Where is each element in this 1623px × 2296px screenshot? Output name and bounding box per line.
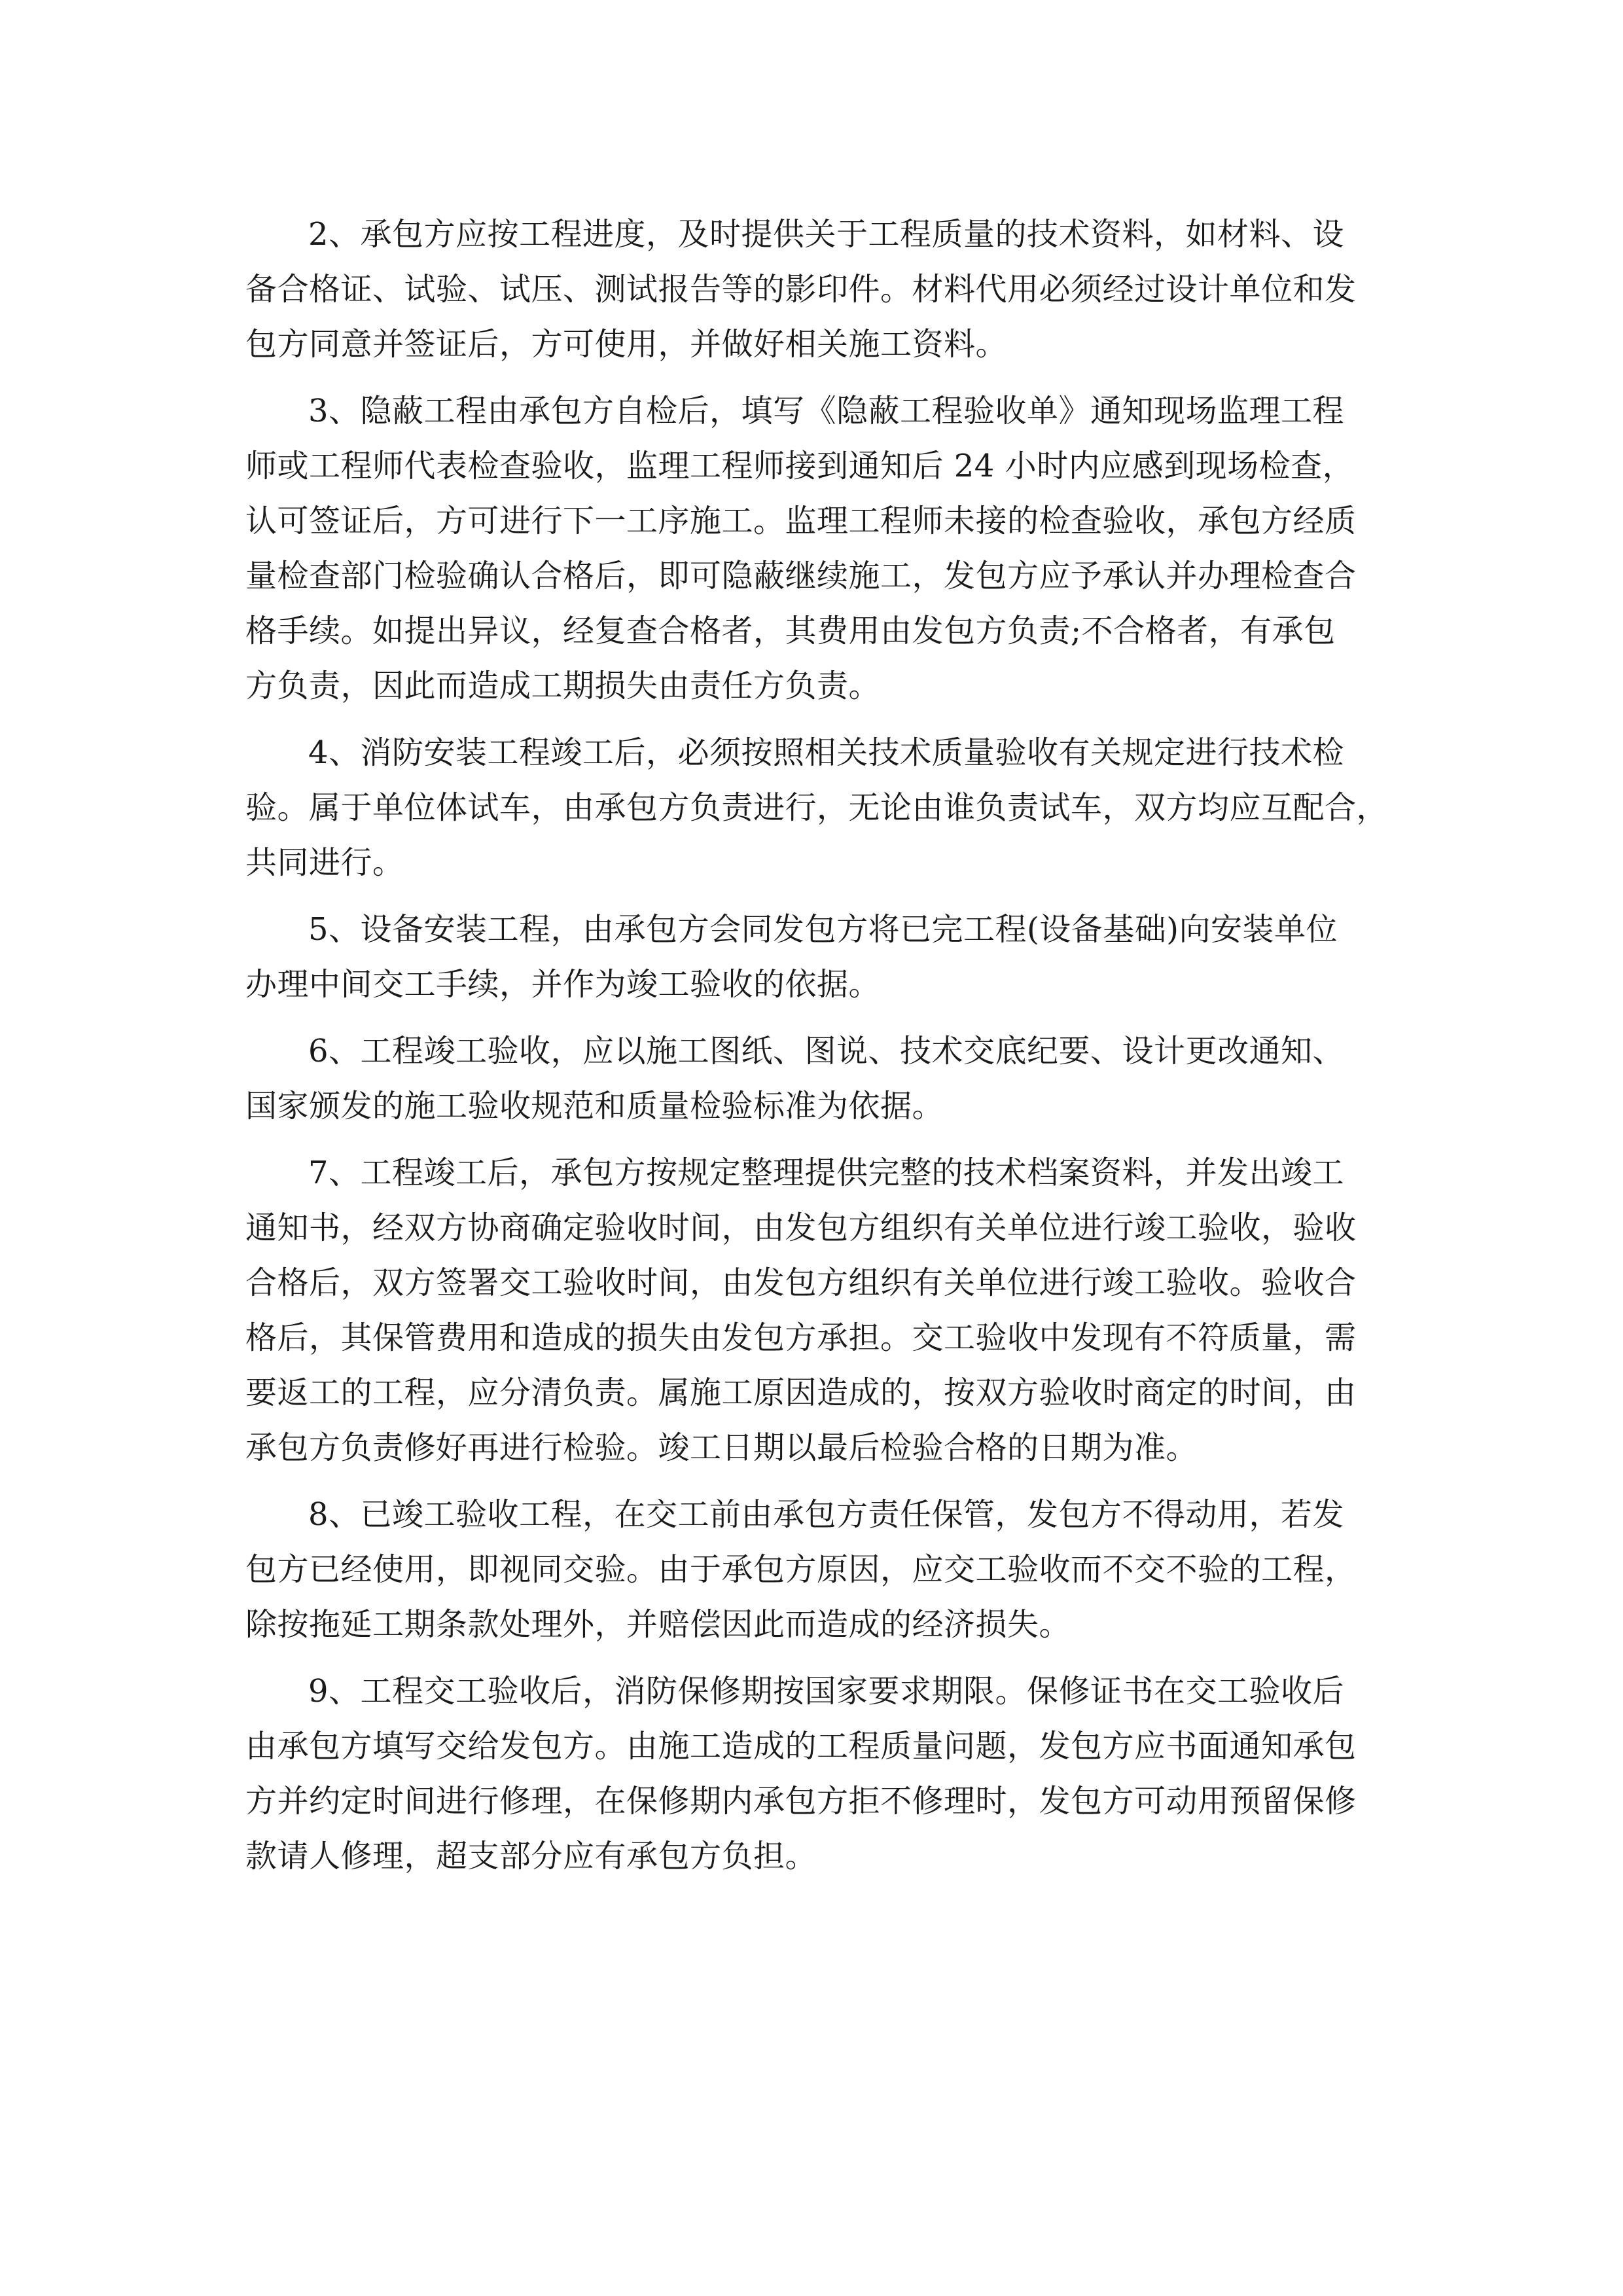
paragraph-4	[245, 725, 1389, 890]
paragraph-6	[245, 1024, 1384, 1134]
text-line: 验。属于单位体试车，由承包方负责进行，无论由谁负责试车，双方均应互配合，	[245, 789, 1389, 826]
text-line: 格后，其保管费用和造成的损失由发包方承担。交工验收中发现有不符质量，需	[245, 1319, 1357, 1356]
text-line: 由承包方填写交给发包方。由施工造成的工程质量问题，发包方应书面通知承包	[245, 1728, 1357, 1765]
text-line: 6、工程竣工验收，应以施工图纸、图说、技术交底纪要、设计更改通知、	[308, 1033, 1345, 1069]
document-body	[245, 207, 1389, 1895]
text-line: 方并约定时间进行修理，在保修期内承包方拒不修理时，发包方可动用预留保修	[245, 1783, 1357, 1820]
text-line: 格手续。如提出异议，经复查合格者，其费用由发包方负责;不合格者，有承包	[245, 613, 1336, 649]
paragraph-8	[245, 1487, 1384, 1652]
text-line: 方负责，因此而造成工期损失由责任方负责。	[245, 668, 881, 704]
paragraph-9	[245, 1664, 1384, 1884]
text-line: 4、消防安装工程竣工后，必须按照相关技术质量验收有关规定进行技术检	[308, 734, 1345, 771]
text-line: 包方同意并签证后，方可使用，并做好相关施工资料。	[245, 326, 1008, 363]
text-line: 通知书，经双方协商确定验收时间，由发包方组织有关单位进行竣工验收，验收	[245, 1210, 1357, 1246]
text-line: 共同进行。	[245, 844, 404, 881]
text-line: 款请人修理，超支部分应有承包方负担。	[245, 1838, 817, 1874]
text-line: 量检查部门检验确认合格后，即可隐蔽继续施工，发包方应予承认并办理检查合	[245, 558, 1357, 594]
text-line: 国家颁发的施工验收规范和质量检验标准为依据。	[245, 1088, 944, 1124]
text-line: 除按拖延工期条款处理外，并赔偿因此而造成的经济损失。	[245, 1606, 1071, 1643]
text-line: 师或工程师代表检查验收，监理工程师接到通知后 24 小时内应感到现场检查，	[245, 448, 1355, 484]
text-line: 2、承包方应按工程进度，及时提供关于工程质量的技术资料，如材料、设	[308, 216, 1345, 253]
paragraph-7	[245, 1145, 1384, 1475]
text-line: 7、工程竣工后，承包方按规定整理提供完整的技术档案资料，并发出竣工	[308, 1155, 1345, 1191]
text-line: 3、隐蔽工程由承包方自检后，填写《隐蔽工程验收单》通知现场监理工程	[308, 393, 1345, 429]
text-line: 认可签证后，方可进行下一工序施工。监理工程师未接的检查验收，承包方经质	[245, 503, 1357, 539]
text-line: 承包方负责修好再进行检验。竣工日期以最后检验合格的日期为准。	[245, 1429, 1198, 1466]
text-line: 5、设备安装工程，由承包方会同发包方将已完工程(设备基础)向安装单位	[308, 911, 1338, 948]
text-line: 办理中间交工手续，并作为竣工验收的依据。	[245, 966, 881, 1003]
paragraph-5	[245, 902, 1384, 1012]
text-line: 9、工程交工验收后，消防保修期按国家要求期限。保修证书在交工验收后	[308, 1673, 1345, 1710]
text-line: 包方已经使用，即视同交验。由于承包方原因，应交工验收而不交不验的工程，	[245, 1551, 1357, 1588]
text-line: 备合格证、试验、试压、测试报告等的影印件。材料代用必须经过设计单位和发	[245, 271, 1357, 308]
paragraph-2	[245, 207, 1384, 372]
text-line: 8、已竣工验收工程，在交工前由承包方责任保管，发包方不得动用，若发	[308, 1496, 1345, 1533]
text-line: 要返工的工程，应分清负责。属施工原因造成的，按双方验收时商定的时间，由	[245, 1374, 1357, 1411]
paragraph-3	[245, 384, 1384, 713]
text-line: 合格后，双方签署交工验收时间，由发包方组织有关单位进行竣工验收。验收合	[245, 1265, 1357, 1301]
